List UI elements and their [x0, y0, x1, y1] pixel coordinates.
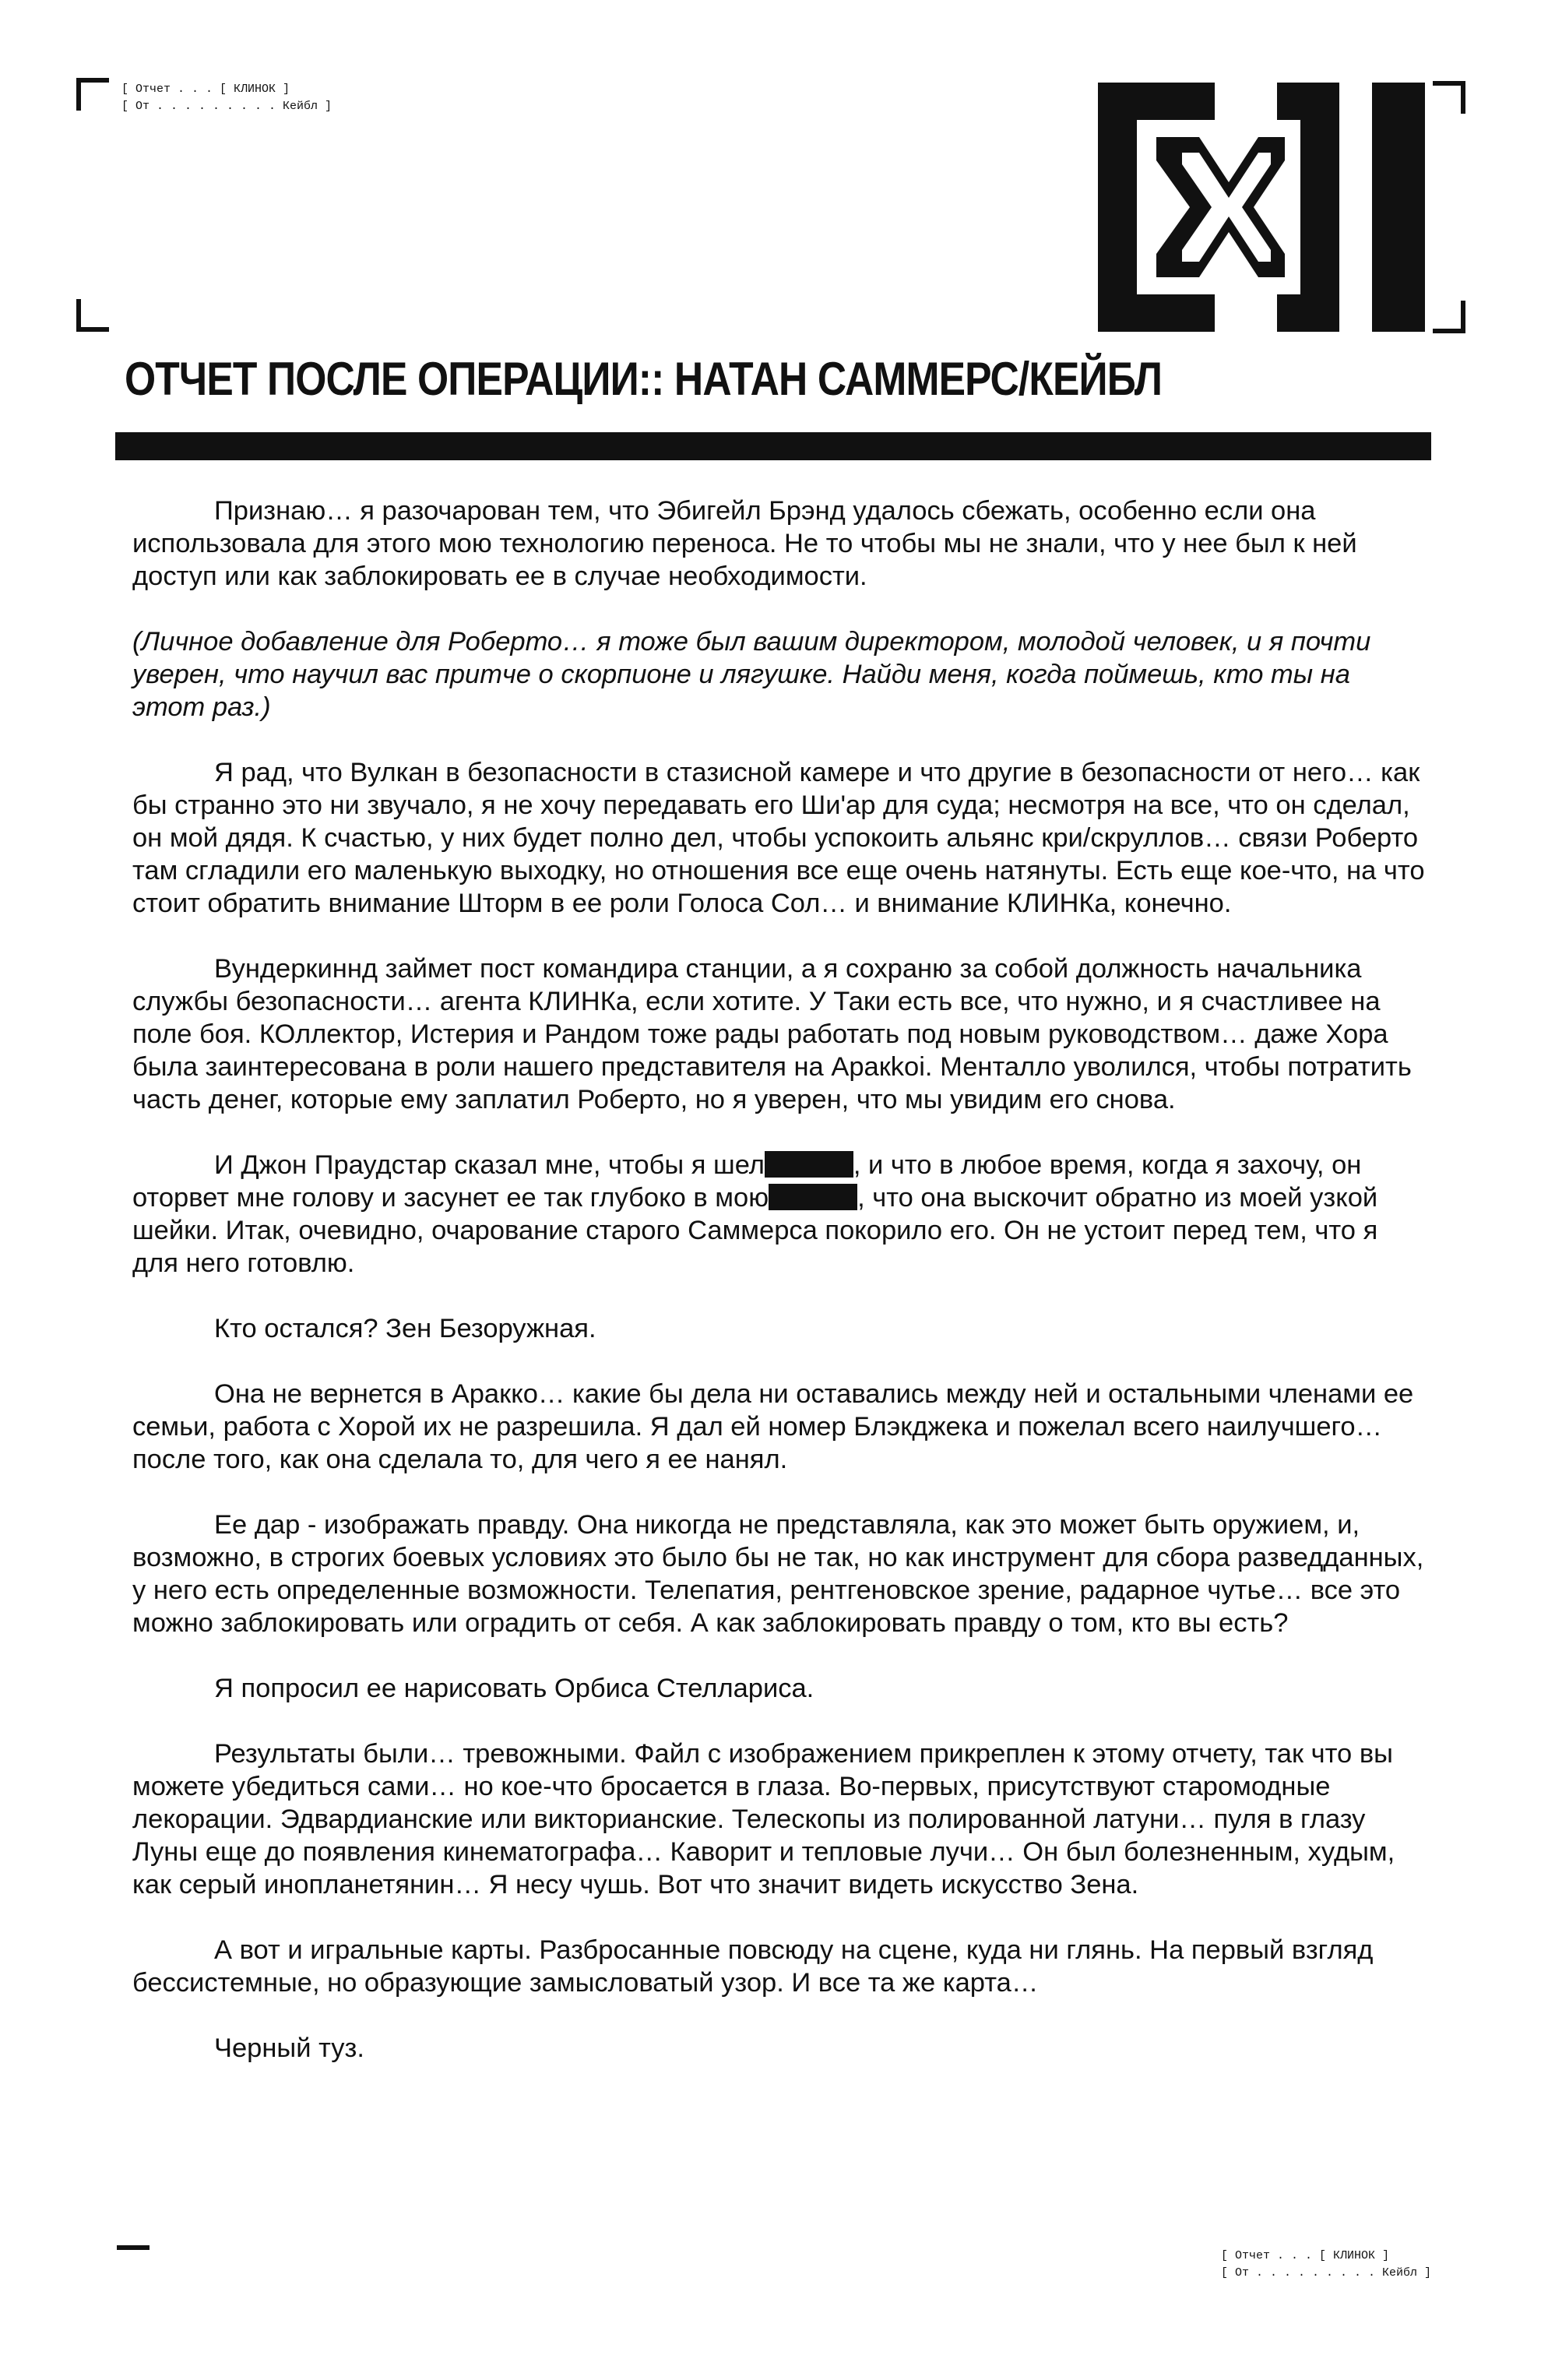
- header-meta-line1: [ Отчет . . . [ КЛИНОК ]: [121, 83, 290, 96]
- report-paragraph-5-part-c: , что она выскочит обратно из моей узкой шейки. Итак, очевидно, очарование старого Саммерса покорило его. Он не устоит перед тем, что я для него готовлю.: [132, 1183, 1378, 1278]
- report-paragraph-1: Признаю… я разочарован тем, что Эбигейл Брэнд удалось сбежать, особенно если она использовала для этого мою технологию переноса. Не то чтобы мы не знали, что у нее был к ней доступ или как заблокировать ее в случае необходимости.: [132, 496, 1357, 591]
- page-title: ОТЧЕТ ПОСЛЕ ОПЕРАЦИИ:: НАТАН САММЕРС/КЕЙБЛ: [125, 353, 1163, 405]
- frame-corner-top-right: [1433, 81, 1465, 114]
- footer-meta-line1: [ Отчет . . . [ КЛИНОК ]: [1220, 2249, 1389, 2262]
- redaction-bar: [765, 1151, 853, 1178]
- report-paragraph-9: Я попросил ее нарисовать Орбиса Стеллариса.: [214, 1674, 814, 1703]
- report-paragraph-7: Она не вернется в Аракко… какие бы дела ни оставались между ней и остальными членами ее семьи, работа с Хорой их не разрешила. Я дал ей номер Блэкджека и пожелал всего наилучшего… после того, как она сделала то, для чего я ее нанял.: [132, 1379, 1414, 1474]
- title-rule: [115, 432, 1431, 460]
- report-paragraph-10: Результаты были… тревожными. Файл с изображением прикреплен к этому отчету, так что вы можете убедиться сами… но кое-что бросается в глаза. Во-первых, присутствуют старомодные лекорации. Эдвардианские или викторианские. Телескопы из полированной латуни… пуля в глазу Луны еще до появления кинематографа… Каворит и тепловые лучи… Он был болезненным, худым, как серый инопланетянин… Я несу чушь. Вот что значит видеть искусство Зена.: [132, 1739, 1395, 1899]
- report-paragraph-3: Я рад, что Вулкан в безопасности в стазисной камере и что другие в безопасности от него… как бы странно это ни звучало, я не хочу передавать его Ши'ар для суда; несмотря на все, что он сделал, он мой дядя. К счастью, у них будет полно дел, чтобы успокоить альянс кри/скруллов… связи Роберто там сгладили его маленькую выходку, но отношения все еще очень натянуты. Есть еще кое-что, на что стоит обратить внимание Шторм в ее роли Голоса Сол… и внимание КЛИНКа, конечно.: [132, 758, 1425, 918]
- footer-meta: [1221, 2248, 1431, 2282]
- x-logo-icon: [1098, 83, 1425, 332]
- report-paragraph-5-part-a: И Джон Праудстар сказал мне, чтобы я шел: [214, 1150, 765, 1180]
- report-paragraph-4: Вундеркиннд займет пост командира станции, а я сохраню за собой должность начальника службы безопасности… агента КЛИНКа, если хотите. У Таки есть все, что нужно, и я счастливее на поле боя. КОллектор, Истерия и Рандом тоже рады работать под новым руководством… даже Хора была заинтересована в роли нашего представителя на Аракkoi. Менталло уволился, чтобы потратить часть денег, которые ему заплатил Роберто, но я уверен, что мы увидим его снова.: [132, 954, 1412, 1114]
- report-paragraph-6: Кто остался? Зен Безоружная.: [214, 1314, 596, 1343]
- report-paragraph-5-part-b: , и что в любое время, когда я захочу, он оторвет мне голову и засунет ее так глубоко в мою: [132, 1150, 1362, 1213]
- redaction-bar: [769, 1184, 857, 1210]
- footer-dash: [117, 2245, 150, 2250]
- frame-corner-bottom-left: [76, 299, 109, 332]
- header-meta: [121, 81, 332, 115]
- report-paragraph-11: А вот и игральные карты. Разбросанные повсюду на сцене, куда ни глянь. На первый взгляд бессистемные, но образующие замысловатый узор. И все та же карта…: [132, 1935, 1374, 1998]
- report-paragraph-2: (Личное добавление для Роберто… я тоже был вашим директором, молодой человек, и я почти уверен, что научил вас притче о скорпионе и лягушке. Найди меня, когда поймешь, кто ты на этот раз.): [132, 627, 1371, 722]
- report-paragraph-12: Черный туз.: [214, 2033, 364, 2063]
- report-paragraph-8: Ее дар - изображать правду. Она никогда не представляла, как это может быть оружием, и, возможно, в строгих боевых условиях это было бы не так, но как инструмент для сбора разведданных, у него есть определенные возможности. Телепатия, рентгеновское зрение, радарное чутье… все это можно заблокировать или оградить от себя. А как заблокировать правду о том, кто вы есть?: [132, 1510, 1424, 1638]
- frame-corner-top-left: [76, 78, 109, 111]
- header-meta-line2: [ От . . . . . . . . . Кейбл ]: [121, 100, 332, 113]
- frame-corner-bottom-right: [1433, 301, 1465, 333]
- footer-meta-line2: [ От . . . . . . . . . Кейбл ]: [1220, 2266, 1431, 2280]
- report-paragraph-5: [132, 1149, 1425, 1280]
- report-body: [132, 495, 1425, 2097]
